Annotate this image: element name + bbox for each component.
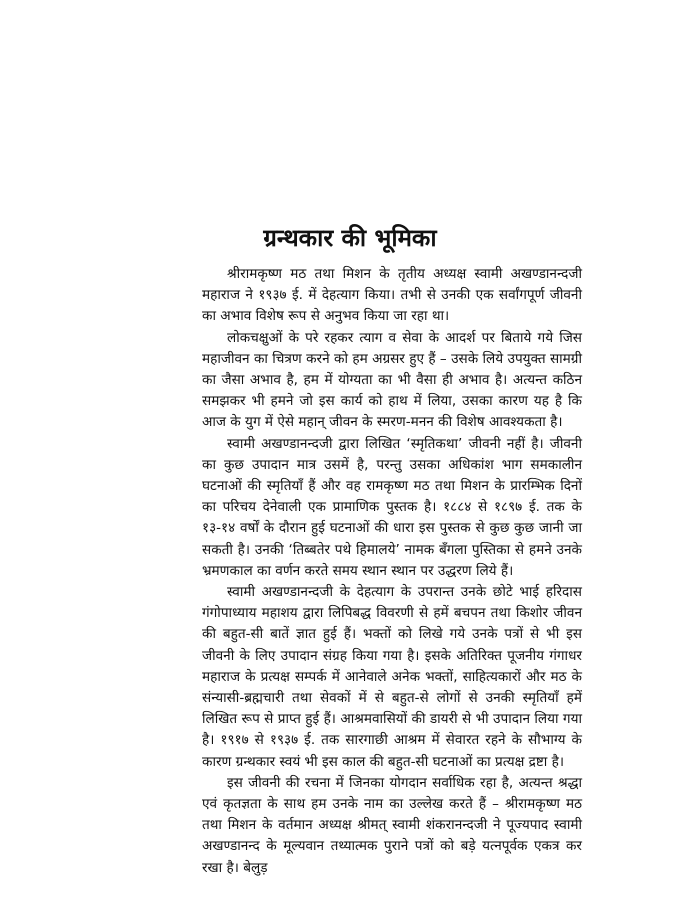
paragraph-3: स्वामी अखण्डानन्दजी द्वारा लिखित ‘स्मृतिकथा’ जीवनी नहीं है। जीवनी का कुछ उपादान मात्र उसमें है, परन्तु उसका अधिकांश भाग समकालीन घटनाओं की स्मृतियाँ हैं और वह रामकृष्ण मठ तथा मिशन के प्रारम्भिक दिनों का परिचय देनेवाली एक प्रामाणिक पुस्तक है। १८८४ से १८९७ ई. तक के १३-१४ वर्षों के दौरान हुई घटनाओं की धारा इस पुस्तक से कुछ कुछ जानी जा सकती है। उनकी ‘तिब्बतेर पथे हिमालये’ नामक बँगला पुस्तिका से हमने उनके भ्रमणकाल का वर्णन करते समय स्थान स्थान पर उद्धरण लिये हैं। — [202, 435, 582, 579]
paragraph-4: स्वामी अखण्डानन्दजी के देहत्याग के उपरान्त उनके छोटे भाई हरिदास गंगोपाध्याय महाशय द्वारा लिपिबद्ध विवरणी से हमें बचपन तथा किशोर जीवन की बहुत-सी बातें ज्ञात हुई हैं। भक्तों को लिखे गये उनके पत्रों से भी इस जीवनी के लिए उपादान संग्रह किया गया है। इसके अतिरिक्त पूजनीय गंगाधर महाराज के प्रत्यक्ष सम्पर्क में आनेवाले अनेक भक्तों, साहित्यकारों और मठ के संन्यासी-ब्रह्मचारी तथा सेवकों में से बहुत-से लोगों से उनकी स्मृतियाँ हमें लिखित रूप से प्राप्त हुई हैं। आश्रमवासियों की डायरी से भी उपादान लिया गया है। १९१७ से १९३७ ई. तक सारगाछी आश्रम में सेवारत रहने के सौभाग्य के कारण ग्रन्थकार स्वयं भी इस काल की बहुत-सी घटनाओं का प्रत्यक्ष द्रष्टा है। — [202, 584, 582, 770]
paragraph-1: श्रीरामकृष्ण मठ तथा मिशन के तृतीय अध्यक्ष स्वामी अखण्डानन्दजी महाराज ने १९३७ ई. में देहत्याग किया। तभी से उनकी एक सर्वांगपूर्ण जीवनी का अभाव विशेष रूप से अनुभव किया जा रहा था। — [202, 266, 582, 325]
body-text — [202, 264, 582, 879]
paragraph-2: लोकचक्षुओं के परे रहकर त्याग व सेवा के आदर्श पर बिताये गये जिस महाजीवन का चित्रण करने को हम अग्रसर हुए हैं – उसके लिये उपयुक्त सामग्री का जैसा अभाव है, हम में योग्यता का भी वैसा ही अभाव है। अत्यन्त कठिन समझकर भी हमने जो इस कार्य को हाथ में लिया, उसका कारण यह है कि आज के युग में ऐसे महान् जीवन के स्मरण-मनन की विशेष आवश्यकता है। — [202, 329, 582, 431]
page-title: ग्रन्थकार की भूमिका — [263, 224, 437, 252]
paragraph-5: इस जीवनी की रचना में जिनका योगदान सर्वाधिक रहा है, अत्यन्त श्रद्धा एवं कृतज्ञता के साथ हम उनके नाम का उल्लेख करते हैं – श्रीरामकृष्ण मठ तथा मिशन के वर्तमान अध्यक्ष श्रीमत् स्वामी शंकरानन्दजी ने पूज्यपाद स्वामी अखण्डानन्द के मूल्यवान तथ्यात्मक पुराने पत्रों को बड़े यत्नपूर्वक एकत्र कर रखा है। बेलुड़ — [202, 774, 582, 876]
